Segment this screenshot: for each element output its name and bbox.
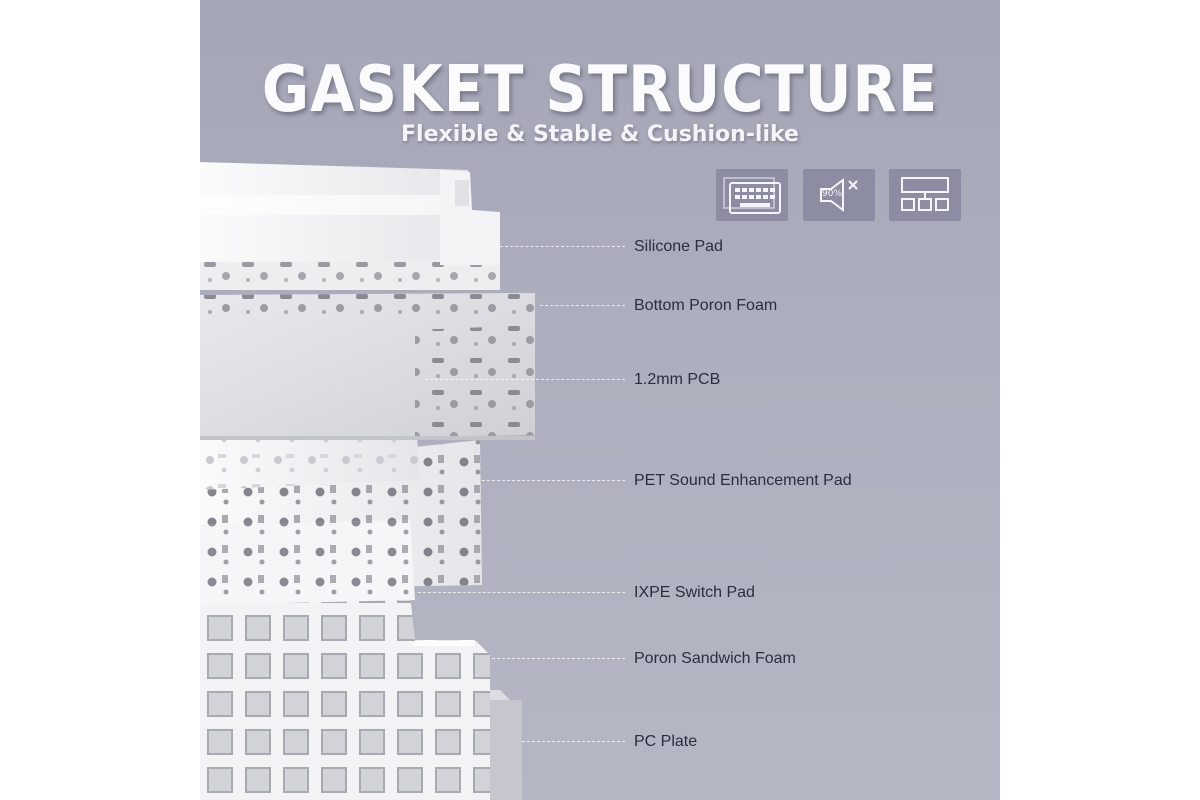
label-ixpe-switch-pad: IXPE Switch Pad xyxy=(634,584,755,601)
layers-layout-icon xyxy=(889,169,961,221)
leader-line xyxy=(418,592,625,593)
label-silicone-pad: Silicone Pad xyxy=(634,238,723,255)
product-panel xyxy=(200,0,1000,800)
feature-tile-sound xyxy=(803,169,875,221)
ixpe-switch-pad-layer xyxy=(200,595,415,700)
bottom-poron-foam-layer xyxy=(200,293,535,440)
keyboard-icon xyxy=(716,169,788,221)
label-poron-sandwich-foam: Poron Sandwich Foam xyxy=(634,650,796,667)
leader-line xyxy=(522,741,625,742)
leader-line xyxy=(540,305,625,306)
label-pcb: 1.2mm PCB xyxy=(634,371,721,388)
label-pc-plate: PC Plate xyxy=(634,733,698,750)
leader-line xyxy=(492,658,625,659)
label-pet-sound-pad: PET Sound Enhancement Pad xyxy=(634,472,852,489)
feature-tile-keyboard xyxy=(716,169,788,221)
label-bottom-poron-foam: Bottom Poron Foam xyxy=(634,297,778,314)
top-case-layer xyxy=(200,162,500,265)
page-subtitle: Flexible & Stable & Cushion-like xyxy=(401,122,799,147)
sound-reduction-text: 90% xyxy=(822,189,843,199)
leader-line xyxy=(495,246,625,247)
page-title: GASKET STRUCTURE xyxy=(261,53,939,127)
feature-tile-structure xyxy=(889,169,961,221)
leader-line xyxy=(425,379,625,380)
leader-line xyxy=(482,480,625,481)
